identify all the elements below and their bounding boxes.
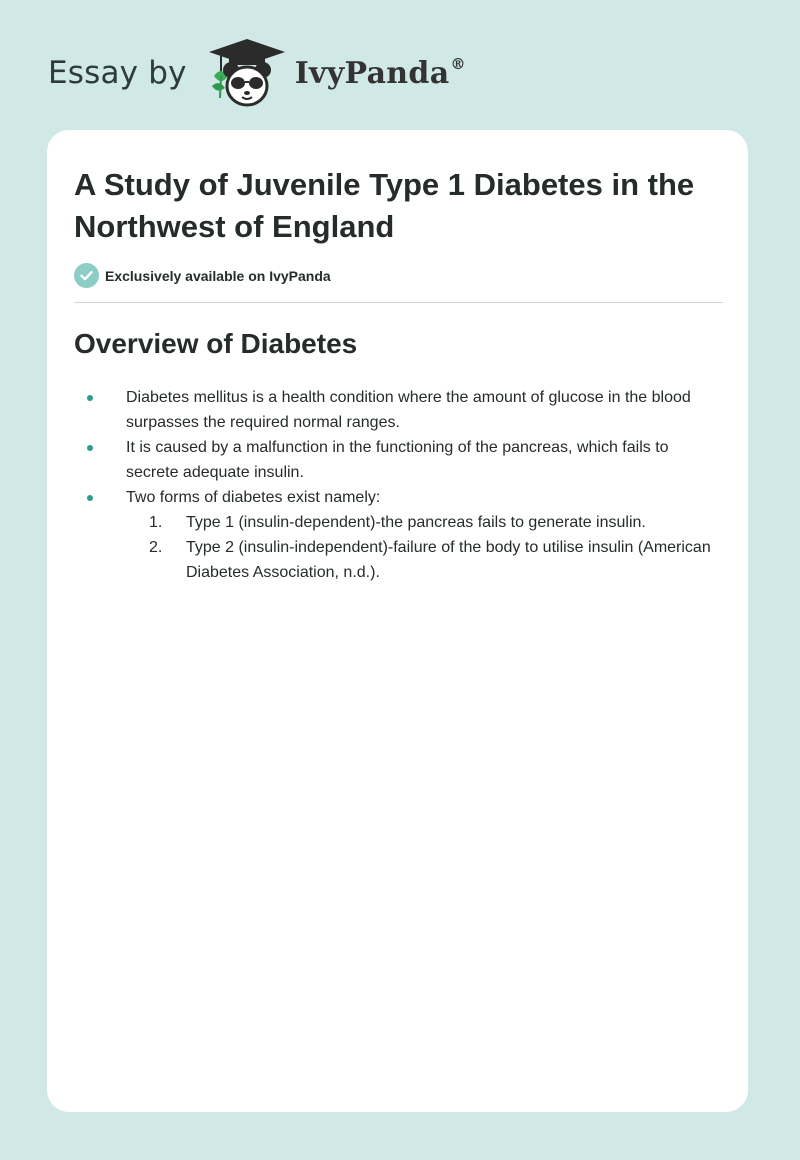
numbered-item (126, 535, 717, 585)
list-item (87, 485, 717, 585)
check-circle-icon (74, 263, 99, 288)
numbered-item-text: Type 2 (insulin-independent)-failure of the body to utilise insulin (American Diabetes Association, n.d.). (186, 539, 711, 581)
list-item-text: It is caused by a malfunction in the functioning of the pancreas, which fails to secrete adequate insulin. (126, 439, 669, 481)
page-title: A Study of Juvenile Type 1 Diabetes in the Northwest of England (74, 167, 695, 244)
bullet-list (87, 385, 717, 585)
essay-by-label: Essay by (48, 55, 187, 91)
site-header (48, 36, 466, 110)
list-item (87, 435, 717, 485)
item-number: 2. (149, 539, 163, 556)
list-item-text: Two forms of diabetes exist namely: (126, 489, 381, 506)
numbered-item (126, 510, 717, 535)
divider (74, 302, 723, 303)
essay-card (47, 130, 748, 1112)
list-item-text: Diabetes mellitus is a health condition where the amount of glucose in the blood surpasses the required normal ranges. (126, 389, 691, 431)
brand-text: IvyPanda (294, 56, 450, 91)
panda-graduate-logo-icon[interactable] (201, 36, 293, 110)
brand-name (295, 55, 466, 91)
numbered-item-text: Type 1 (insulin-dependent)-the pancreas fails to generate insulin. (186, 514, 646, 531)
list-item (87, 385, 717, 435)
exclusive-label: Exclusively available on IvyPanda (105, 267, 331, 284)
exclusive-badge (74, 263, 331, 288)
bullet-dot-icon (87, 495, 93, 501)
bullet-dot-icon (87, 395, 93, 401)
item-number: 1. (149, 514, 163, 531)
bullet-dot-icon (87, 445, 93, 451)
registered-mark: ® (450, 55, 466, 73)
section-heading: Overview of Diabetes (74, 328, 358, 359)
numbered-list (126, 510, 717, 585)
